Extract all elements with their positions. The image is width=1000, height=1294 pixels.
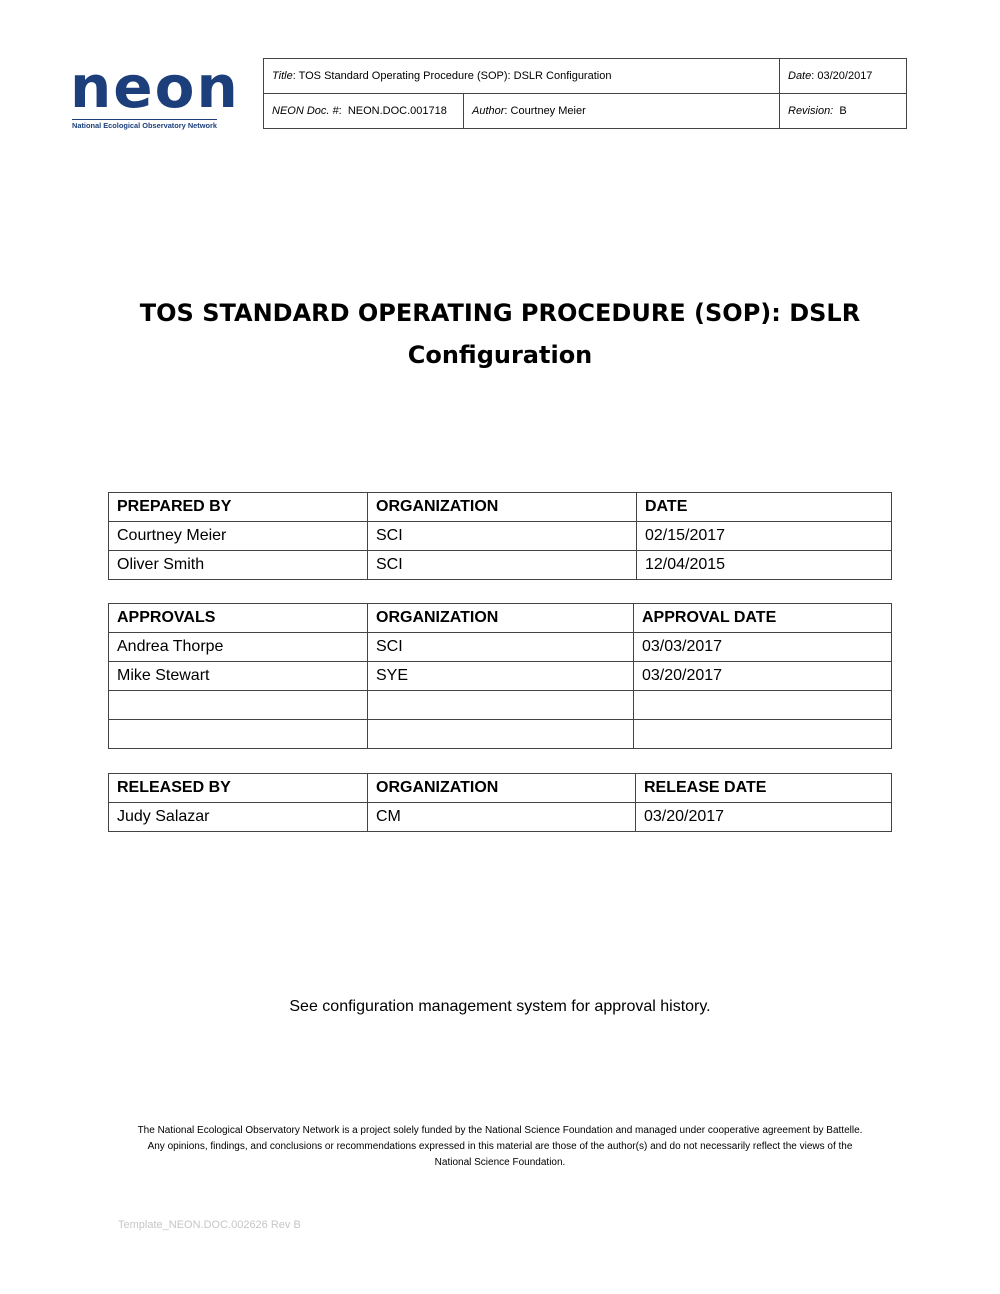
- column-header: ORGANIZATION: [368, 604, 634, 633]
- column-header: ORGANIZATION: [368, 774, 636, 803]
- header-doc-cell: NEON Doc. #: NEON.DOC.001718: [264, 94, 464, 129]
- table-cell: 03/20/2017: [634, 662, 892, 691]
- table-cell: 03/03/2017: [634, 633, 892, 662]
- table-cell: SYE: [368, 662, 634, 691]
- table-cell: Mike Stewart: [109, 662, 368, 691]
- table-header-row: [109, 493, 892, 522]
- table-row: [109, 662, 892, 691]
- neon-logo: [70, 53, 245, 136]
- template-id: Template_NEON.DOC.002626 Rev B: [118, 1219, 301, 1231]
- table-row: [109, 720, 892, 749]
- table-cell: [368, 691, 634, 720]
- column-header: APPROVAL DATE: [634, 604, 892, 633]
- column-header: PREPARED BY: [109, 493, 368, 522]
- table-cell: SCI: [368, 633, 634, 662]
- document-title-line2: Configuration: [407, 341, 593, 369]
- header-revision-value: B: [839, 105, 847, 117]
- header-doc-label: NEON Doc. #: [272, 105, 339, 117]
- header-doc-value: NEON.DOC.001718: [347, 105, 447, 117]
- table-row: [109, 522, 892, 551]
- header-date-cell: Date: 03/20/2017: [780, 59, 907, 94]
- table-cell: [634, 720, 892, 749]
- document-title-line1: TOS STANDARD OPERATING PROCEDURE (SOP): DSLR: [139, 299, 861, 327]
- approvals-table: [108, 603, 892, 749]
- header-title-cell: Title: TOS Standard Operating Procedure (SOP): DSLR Configuration: [264, 59, 780, 94]
- header-author-label: Author: [472, 105, 505, 117]
- column-header: RELEASE DATE: [636, 774, 892, 803]
- header-revision-cell: [780, 94, 907, 129]
- column-header: RELEASED BY: [109, 774, 368, 803]
- header-date-label: Date: [788, 70, 812, 82]
- table-row: [109, 633, 892, 662]
- table-cell: Andrea Thorpe: [109, 633, 368, 662]
- released-by-table: [108, 773, 892, 832]
- table-cell: Courtney Meier: [109, 522, 368, 551]
- disclaimer-line: Any opinions, findings, and conclusions or recommendations expressed in this material are those of the author(s) and do not necessarily reflect the views of the: [147, 1141, 853, 1152]
- header-title-value: TOS Standard Operating Procedure (SOP): DSLR Configuration: [298, 70, 612, 82]
- header-author-value: Courtney Meier: [510, 105, 586, 117]
- header-title-label: Title: [272, 70, 293, 82]
- table-row: [109, 551, 892, 580]
- column-header: DATE: [637, 493, 892, 522]
- document-header-table: [263, 58, 907, 129]
- table-cell: [109, 720, 368, 749]
- table-row: [109, 803, 892, 832]
- table-cell: SCI: [368, 551, 637, 580]
- header-date-value: 03/20/2017: [817, 70, 873, 82]
- prepared-by-table: [108, 492, 892, 580]
- table-cell: SCI: [368, 522, 637, 551]
- table-cell: 03/20/2017: [636, 803, 892, 832]
- header-author-cell: Author: Courtney Meier: [464, 94, 780, 129]
- table-cell: CM: [368, 803, 636, 832]
- column-header: ORGANIZATION: [368, 493, 637, 522]
- table-row: [109, 691, 892, 720]
- logo-wordmark: neon: [70, 53, 240, 121]
- logo-tagline: National Ecological Observatory Network: [72, 121, 217, 130]
- funding-disclaimer: [110, 1123, 890, 1171]
- table-header-row: [109, 774, 892, 803]
- table-cell: Judy Salazar: [109, 803, 368, 832]
- table-cell: [368, 720, 634, 749]
- approval-history-note: See configuration management system for approval history.: [289, 998, 711, 1015]
- table-header-row: [109, 604, 892, 633]
- column-header: APPROVALS: [109, 604, 368, 633]
- disclaimer-line: The National Ecological Observatory Network is a project solely funded by the National Science Foundation and managed under cooperative agreement by Battelle.: [137, 1125, 863, 1136]
- table-cell: [634, 691, 892, 720]
- table-cell: Oliver Smith: [109, 551, 368, 580]
- document-title: [100, 292, 900, 376]
- table-cell: 12/04/2015: [637, 551, 892, 580]
- table-cell: [109, 691, 368, 720]
- disclaimer-line: National Science Foundation.: [434, 1157, 566, 1168]
- table-cell: 02/15/2017: [637, 522, 892, 551]
- header-revision-label: Revision:: [788, 105, 834, 117]
